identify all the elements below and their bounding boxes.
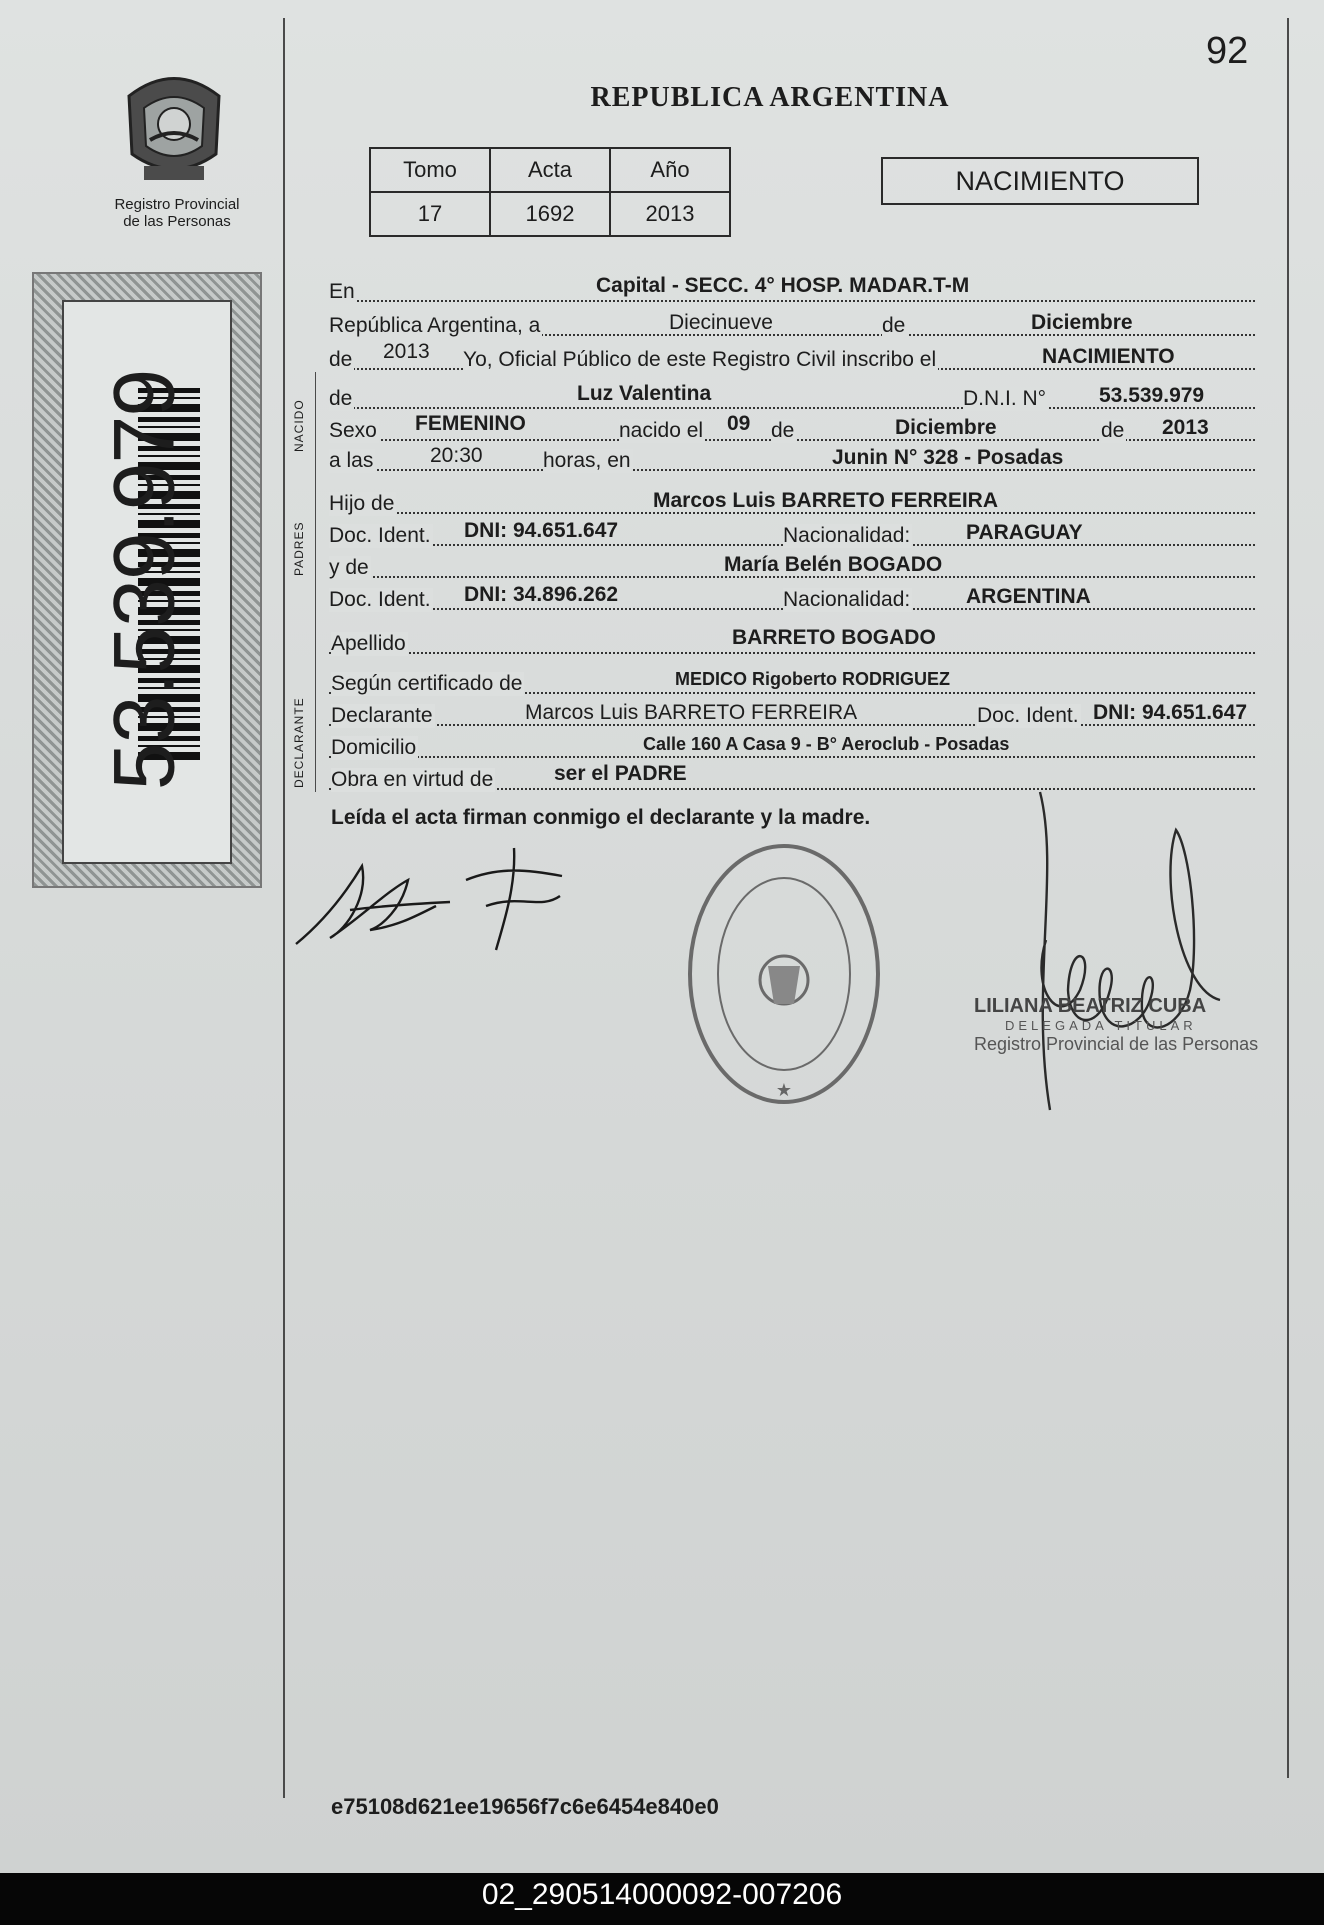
label-sexo: Sexo xyxy=(329,419,377,442)
label-docident3: Doc. Ident. xyxy=(977,704,1079,727)
dotted-line xyxy=(329,300,1255,302)
row-time-place xyxy=(329,439,1255,473)
record-table-value-row xyxy=(370,192,730,236)
closing-statement: Leída el acta firman conmigo el declarante y la madre. xyxy=(331,806,871,829)
record-table-cell: 1692 xyxy=(490,192,610,236)
label-domicilio: Domicilio xyxy=(331,736,417,759)
field-father: Marcos Luis BARRETO FERREIRA xyxy=(653,489,998,512)
label-de: de xyxy=(882,314,906,337)
field-inscribe: NACIMIENTO xyxy=(1042,345,1175,368)
row-capacity xyxy=(329,758,1255,792)
label-yde: y de xyxy=(329,556,369,579)
field-address: Calle 160 A Casa 9 - B° Aeroclub - Posadas xyxy=(643,734,1010,754)
field-mother: María Belén BOGADO xyxy=(724,553,943,576)
right-margin-line xyxy=(1287,18,1289,1778)
field-month: Diciembre xyxy=(1031,311,1133,334)
label-nacido: nacido el xyxy=(619,419,704,442)
field-father-doc: DNI: 94.651.647 xyxy=(464,519,619,542)
row-father-doc xyxy=(329,514,1255,548)
field-birth-month: Diciembre xyxy=(895,416,997,439)
declarant-signature-icon xyxy=(290,846,590,956)
official-signature-icon xyxy=(1000,790,1240,1120)
record-table-cell: 2013 xyxy=(610,192,730,236)
field-birth-year: 2013 xyxy=(1162,416,1209,439)
row-place xyxy=(329,270,1255,304)
logo-caption-line1: Registro Provincial xyxy=(114,196,240,213)
field-father-nat: PARAGUAY xyxy=(966,521,1083,544)
record-table xyxy=(369,147,731,237)
crest-icon xyxy=(104,66,244,194)
field-declarant: Marcos Luis BARRETO FERREIRA xyxy=(525,701,858,724)
field-capacity: ser el PADRE xyxy=(554,762,687,785)
label-nacionalidad2: Nacionalidad: xyxy=(783,588,911,611)
row-certificate xyxy=(329,662,1255,696)
label-obra: Obra en virtud de xyxy=(331,768,494,791)
section-label-padres: PADRES xyxy=(292,521,306,576)
field-sexo: FEMENINO xyxy=(415,412,526,435)
official-name: LILIANA BEATRIZ CUBA xyxy=(974,995,1207,1017)
label-de5: de xyxy=(1101,419,1125,442)
label-dni: D.N.I. N° xyxy=(963,387,1047,410)
field-year: 2013 xyxy=(383,340,430,363)
label-horas: horas, en xyxy=(543,449,631,472)
left-margin-line xyxy=(283,18,285,1798)
row-date xyxy=(329,304,1255,338)
section-label-declarante: DECLARANTE xyxy=(292,697,306,788)
label-docident2: Doc. Ident. xyxy=(329,588,431,611)
country-title: REPUBLICA ARGENTINA xyxy=(590,82,950,113)
field-time: 20:30 xyxy=(430,444,483,467)
label-de4: de xyxy=(771,419,795,442)
field-mother-doc: DNI: 34.896.262 xyxy=(464,583,619,606)
record-table-header: Acta xyxy=(490,148,610,192)
document-hash: e75108d621ee19656f7c6e6454e840e0 xyxy=(331,1794,719,1819)
record-table-header-row xyxy=(370,148,730,192)
row-surname xyxy=(329,622,1255,656)
row-inscribe xyxy=(329,338,1255,372)
field-place: Capital - SECC. 4° HOSP. MADAR.T-M xyxy=(596,274,970,297)
row-mother xyxy=(329,546,1255,580)
field-name: Luz Valentina xyxy=(577,382,712,405)
field-certificate: MEDICO Rigoberto RODRIGUEZ xyxy=(675,669,950,689)
logo-caption xyxy=(92,196,262,230)
label-nacionalidad: Nacionalidad: xyxy=(783,524,911,547)
section-divider-line xyxy=(315,372,316,792)
label-republica: República Argentina, a xyxy=(329,314,541,337)
label-hijo: Hijo de xyxy=(329,492,395,515)
dotted-line xyxy=(329,652,1255,654)
label-de2: de xyxy=(329,348,353,371)
field-birth-place: Junin N° 328 - Posadas xyxy=(832,446,1064,469)
logo-caption-line2: de las Personas xyxy=(123,213,231,230)
field-dni: 53.539.979 xyxy=(1099,384,1205,407)
row-sex-birth xyxy=(329,409,1255,443)
section-label-nacido: NACIDO xyxy=(292,399,306,452)
label-docident: Doc. Ident. xyxy=(329,524,431,547)
label-alas: a las xyxy=(329,449,374,472)
dni-strip-number: 53.539.979 xyxy=(96,369,193,791)
field-day-words: Diecinueve xyxy=(669,311,773,334)
dotted-line xyxy=(329,469,1255,471)
record-table-header: Tomo xyxy=(370,148,490,192)
page-number: 92 xyxy=(1206,30,1249,72)
province-crest-logo xyxy=(104,66,244,199)
field-mother-nat: ARGENTINA xyxy=(966,585,1091,608)
row-declarant xyxy=(329,694,1255,728)
field-declarant-doc: DNI: 94.651.647 xyxy=(1093,701,1248,724)
row-name xyxy=(329,377,1255,411)
label-de3: de xyxy=(329,387,353,410)
svg-text:★: ★ xyxy=(775,1080,793,1101)
row-address xyxy=(329,726,1255,760)
row-father xyxy=(329,482,1255,516)
label-declarante: Declarante xyxy=(331,704,433,727)
official-org: Registro Provincial de las Personas xyxy=(974,1034,1259,1054)
field-surname: BARRETO BOGADO xyxy=(732,626,936,649)
field-birth-day: 09 xyxy=(727,412,751,435)
record-type-box: NACIMIENTO xyxy=(881,157,1199,205)
official-title: DELEGADA TITULAR xyxy=(1005,1018,1197,1033)
official-stamp-icon xyxy=(684,840,884,1108)
row-mother-doc xyxy=(329,578,1255,612)
label-en: En xyxy=(329,280,355,303)
footer-code: 02_290514000092-007206 xyxy=(481,1878,843,1911)
record-table-cell: 17 xyxy=(370,192,490,236)
label-segun: Según certificado de xyxy=(331,672,523,695)
label-oficial: Yo, Oficial Público de este Registro Civil inscribo el xyxy=(463,348,937,371)
record-table-header: Año xyxy=(610,148,730,192)
label-apellido: Apellido xyxy=(331,632,406,655)
